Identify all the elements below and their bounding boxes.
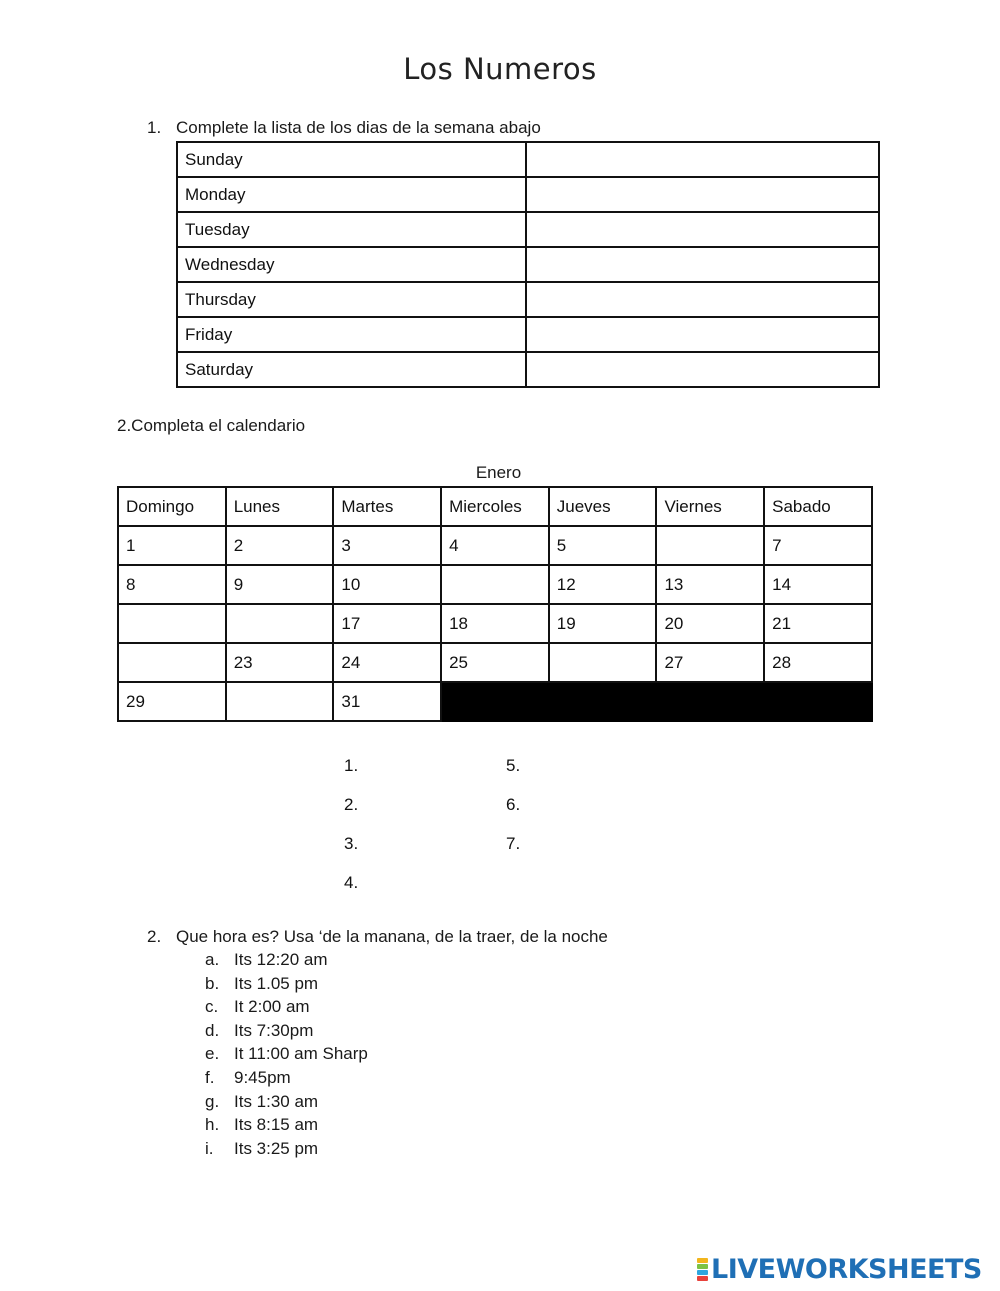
time-item-letter: b.	[205, 973, 220, 993]
day-spanish-answer-cell[interactable]	[526, 247, 879, 282]
day-english-cell: Monday	[177, 177, 526, 212]
day-spanish-answer-cell[interactable]	[526, 212, 879, 247]
calendar-blank-cell[interactable]	[549, 643, 657, 682]
calendar-day-cell: 9	[226, 565, 334, 604]
calendar-week-row	[118, 604, 872, 643]
weekday-header-cell: Sabado	[764, 487, 872, 526]
days-table	[176, 141, 880, 388]
answer-number: 7.	[506, 834, 521, 853]
calendar-day-cell: 31	[333, 682, 441, 721]
calendar-day-cell: 1	[118, 526, 226, 565]
calendar-day-cell: 5	[549, 526, 657, 565]
time-list-item	[205, 1092, 368, 1116]
time-item-letter: h.	[205, 1115, 220, 1135]
calendar-day-cell: 3	[333, 526, 441, 565]
calendar-week-row	[118, 526, 872, 565]
logo-block	[697, 1258, 708, 1263]
logo-block	[697, 1264, 708, 1269]
answer-number: 5.	[506, 756, 521, 775]
calendar-day-cell: 10	[333, 565, 441, 604]
day-row	[177, 177, 879, 212]
calendar-day-cell: 12	[549, 565, 657, 604]
answer-number: 2.	[344, 795, 359, 814]
weekday-header-cell: Domingo	[118, 487, 226, 526]
time-item-text: Its 8:15 am	[234, 1115, 319, 1135]
calendar-day-cell: 28	[764, 643, 872, 682]
liveworksheets-logo	[697, 1252, 982, 1286]
calendar-day-cell: 19	[549, 604, 657, 643]
day-row	[177, 352, 879, 387]
answer-number: 3.	[344, 834, 359, 853]
calendar-day-cell: 13	[656, 565, 764, 604]
calendar-day-cell: 7	[764, 526, 872, 565]
time-item-text: It 11:00 am Sharp	[234, 1044, 368, 1064]
time-item-letter: a.	[205, 950, 220, 969]
calendar-blank-cell[interactable]	[118, 604, 226, 643]
calendar-blank-cell[interactable]	[226, 682, 334, 721]
answer-number: 6.	[506, 795, 521, 814]
time-list-item	[205, 950, 368, 974]
time-list-item	[205, 1021, 368, 1045]
day-spanish-answer-cell[interactable]	[526, 142, 879, 177]
section3-number: 2.	[147, 927, 162, 946]
calendar-day-cell: 18	[441, 604, 549, 643]
answer-number: 1.	[344, 756, 359, 775]
calendar-day-cell: 14	[764, 565, 872, 604]
time-item-letter: f.	[205, 1067, 215, 1087]
calendar-day-cell: 23	[226, 643, 334, 682]
logo-text: LIVEWORKSHEETS	[711, 1253, 982, 1285]
calendar-day-cell: 29	[118, 682, 226, 721]
time-item-letter: c.	[205, 997, 219, 1017]
time-item-letter: e.	[205, 1044, 220, 1064]
calendar-week-row	[118, 565, 872, 604]
day-row	[177, 317, 879, 352]
time-list-item	[205, 1044, 368, 1068]
weekday-header-cell: Viernes	[656, 487, 764, 526]
section2-heading: 2.Completa el calendario	[117, 416, 306, 435]
time-item-text: Its 1.05 pm	[234, 973, 319, 993]
day-english-cell: Friday	[177, 317, 526, 352]
time-item-text: Its 1:30 am	[234, 1091, 319, 1111]
calendar-table	[117, 486, 873, 722]
calendar-day-cell: 8	[118, 565, 226, 604]
answer-numbers-col2	[506, 756, 520, 873]
day-english-cell: Sunday	[177, 142, 526, 177]
time-item-letter: d.	[205, 1020, 220, 1040]
day-english-cell: Thursday	[177, 282, 526, 317]
time-list-item	[205, 1068, 368, 1092]
calendar-header-row	[118, 487, 872, 526]
time-list-item	[205, 997, 368, 1021]
weekday-header-cell: Lunes	[226, 487, 334, 526]
time-item-text: It 2:00 am	[234, 997, 310, 1017]
calendar-week-row	[118, 643, 872, 682]
answer-numbers-col1	[344, 756, 358, 912]
calendar-day-cell: 2	[226, 526, 334, 565]
section3-instruction: 2. Que hora es? Usa ‘de la manana, de la traer, de la noche	[147, 927, 608, 946]
day-spanish-answer-cell[interactable]	[526, 282, 879, 317]
day-spanish-answer-cell[interactable]	[526, 177, 879, 212]
day-english-cell: Tuesday	[177, 212, 526, 247]
day-spanish-answer-cell[interactable]	[526, 352, 879, 387]
time-item-text: Its 3:25 pm	[234, 1138, 319, 1158]
calendar-blank-cell[interactable]	[226, 604, 334, 643]
calendar-day-cell: 24	[333, 643, 441, 682]
calendar-blank-cell[interactable]	[118, 643, 226, 682]
time-item-text: Its 7:30pm	[234, 1020, 314, 1040]
weekday-header-cell: Jueves	[549, 487, 657, 526]
calendar-blank-cell[interactable]	[441, 565, 549, 604]
logo-block	[697, 1276, 708, 1281]
time-item-text: Its 12:20 am	[234, 950, 328, 969]
calendar-day-cell: 25	[441, 643, 549, 682]
time-item-text: 9:45pm	[234, 1067, 291, 1087]
calendar-day-cell: 27	[656, 643, 764, 682]
page-title: Los Numeros	[403, 52, 597, 86]
weekday-header-cell: Martes	[333, 487, 441, 526]
calendar-day-cell: 17	[333, 604, 441, 643]
time-list-item	[205, 1139, 368, 1163]
calendar-month: Enero	[475, 463, 522, 482]
day-row	[177, 142, 879, 177]
section1-instruction: 1. Complete la lista de los dias de la semana abajo	[147, 118, 541, 137]
calendar-week-row	[118, 682, 872, 721]
day-row	[177, 247, 879, 282]
logo-block	[697, 1270, 708, 1275]
day-row	[177, 282, 879, 317]
answer-number: 4.	[344, 873, 359, 892]
logo-blocks-icon	[697, 1258, 708, 1281]
time-list	[205, 950, 368, 1162]
day-english-cell: Saturday	[177, 352, 526, 387]
calendar-blank-cell[interactable]	[656, 526, 764, 565]
time-list-item	[205, 974, 368, 998]
calendar-blackout-cell	[441, 682, 872, 721]
day-row	[177, 212, 879, 247]
time-item-letter: i.	[205, 1138, 214, 1158]
day-english-cell: Wednesday	[177, 247, 526, 282]
calendar-day-cell: 20	[656, 604, 764, 643]
section1-number: 1.	[147, 118, 162, 137]
day-spanish-answer-cell[interactable]	[526, 317, 879, 352]
time-item-letter: g.	[205, 1091, 220, 1111]
time-list-item	[205, 1115, 368, 1139]
calendar-day-cell: 21	[764, 604, 872, 643]
calendar-day-cell: 4	[441, 526, 549, 565]
weekday-header-cell: Miercoles	[441, 487, 549, 526]
